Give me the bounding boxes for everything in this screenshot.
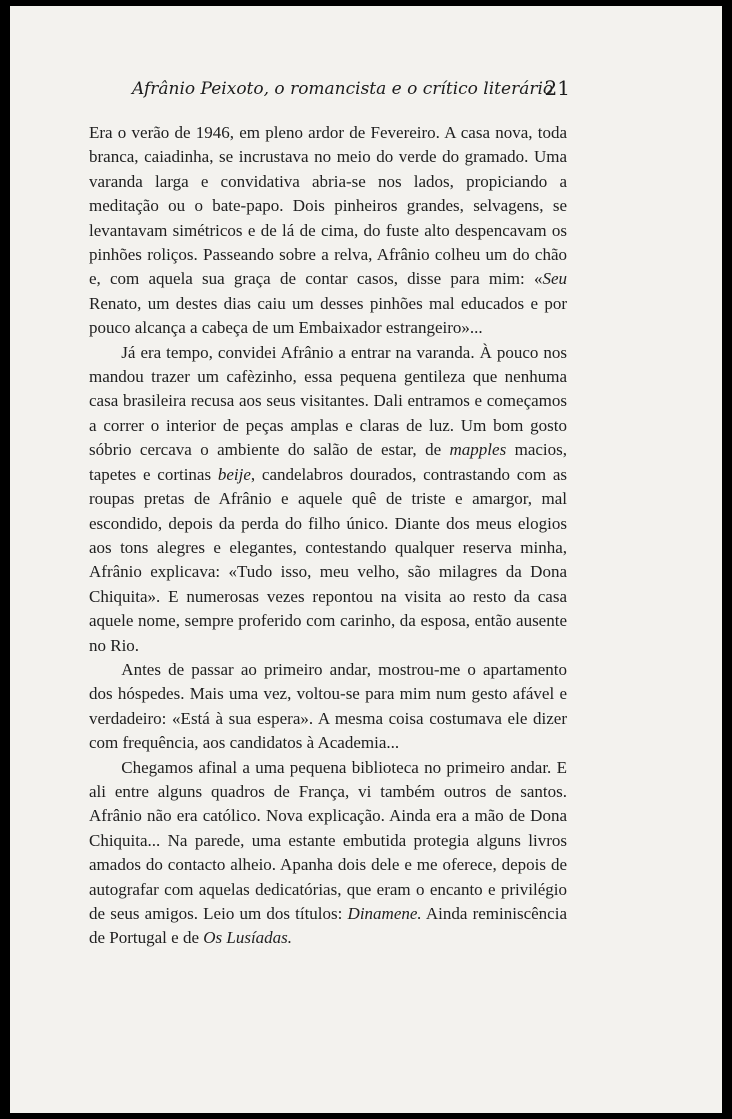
- italic-seu: Seu: [542, 269, 567, 289]
- italic-beije: beije: [217, 464, 251, 484]
- italic-os-lusiadas: Os Lusíadas.: [203, 928, 293, 948]
- page-number: 21: [544, 76, 570, 100]
- italic-dinamene: Dinamene.: [347, 904, 422, 923]
- italic-mapples: mapples: [449, 440, 507, 460]
- running-title: Afrânio Peixoto, o romancista e o crítico literário: [132, 79, 554, 99]
- paragraph-2: Já era tempo, convidei Afrânio a entrar na varanda. À pouco nos mandou trazer um cafèzinho, essa pequena gentileza que nenhuma casa brasileira recusa aos seus visitantes. Dali entramos e começamos a correr o interior de peças amplas e claras de luz. Um bom gosto sóbrio cercava o ambiente do salão de estar, de mapples macios, tapetes e cortinas beije, candelabros dourados, contrastando com as roupas pretas de Afrânio e aquele quê de triste e amargor, mal escondido, depois da perda do filho único. Diante dos meus elogios aos tons alegres e elegantes, contestando qualquer reserva minha, Afrânio explicava: «Tudo isso, meu velho, são milagres da Dona Chiquita». E numerosas vezes repontou na visita ao resto da casa aquele nome, sempre proferido com carinho, da esposa, então ausente no Rio.: [89, 342, 568, 655]
- paragraph-1: Era o verão de 1946, em pleno ardor de Fevereiro. A casa nova, toda branca, caiadinha, se incrustava no meio do verde do gramado. Uma varanda larga e convidativa abria-se nos lados, propiciando a meditação ou o bate-papo. Dois pinheiros grandes, selvagens, se levantavam simétricos e de lá de cima, do fuste alto despencavam os pinhões roliços. Passeando sobre a relva, Afrânio colheu um do chão e, com aquela sua graça de contar casos, disse para mim: «Seu Renato, um destes dias caiu um desses pinhões mal educados e por pouco alcança a cabeça de um Embaixador estrangeiro»...: [89, 123, 567, 338]
- body-text: [89, 121, 567, 951]
- paragraph-4: Chegamos afinal a uma pequena biblioteca no primeiro andar. E ali entre alguns quadros de França, vi também outros de santos. Afrânio não era católico. Nova explicação. Ainda era a mão de Dona Chiquita... Na parede, uma estante embutida protegia alguns livros amados do contacto alheio. Apanha dois dele e me oferece, depois de autografar com aquelas dedicatórias, que eram o encanto e privilégio de seus amigos. Leio um dos títulos: Dinamene. Ainda reminiscência de Portugal e de Os Lusíadas.: [89, 757, 567, 948]
- page-header: [132, 76, 570, 106]
- paragraph-3: Antes de passar ao primeiro andar, mostrou-me o apartamento dos hóspedes. Mais uma vez, voltou-se para mim num gesto afável e verdadeiro: «Está à sua espera». A mesma coisa costumava ele dizer com frequência, aos candidatos à Academia...: [89, 659, 567, 753]
- book-page: [10, 6, 722, 1113]
